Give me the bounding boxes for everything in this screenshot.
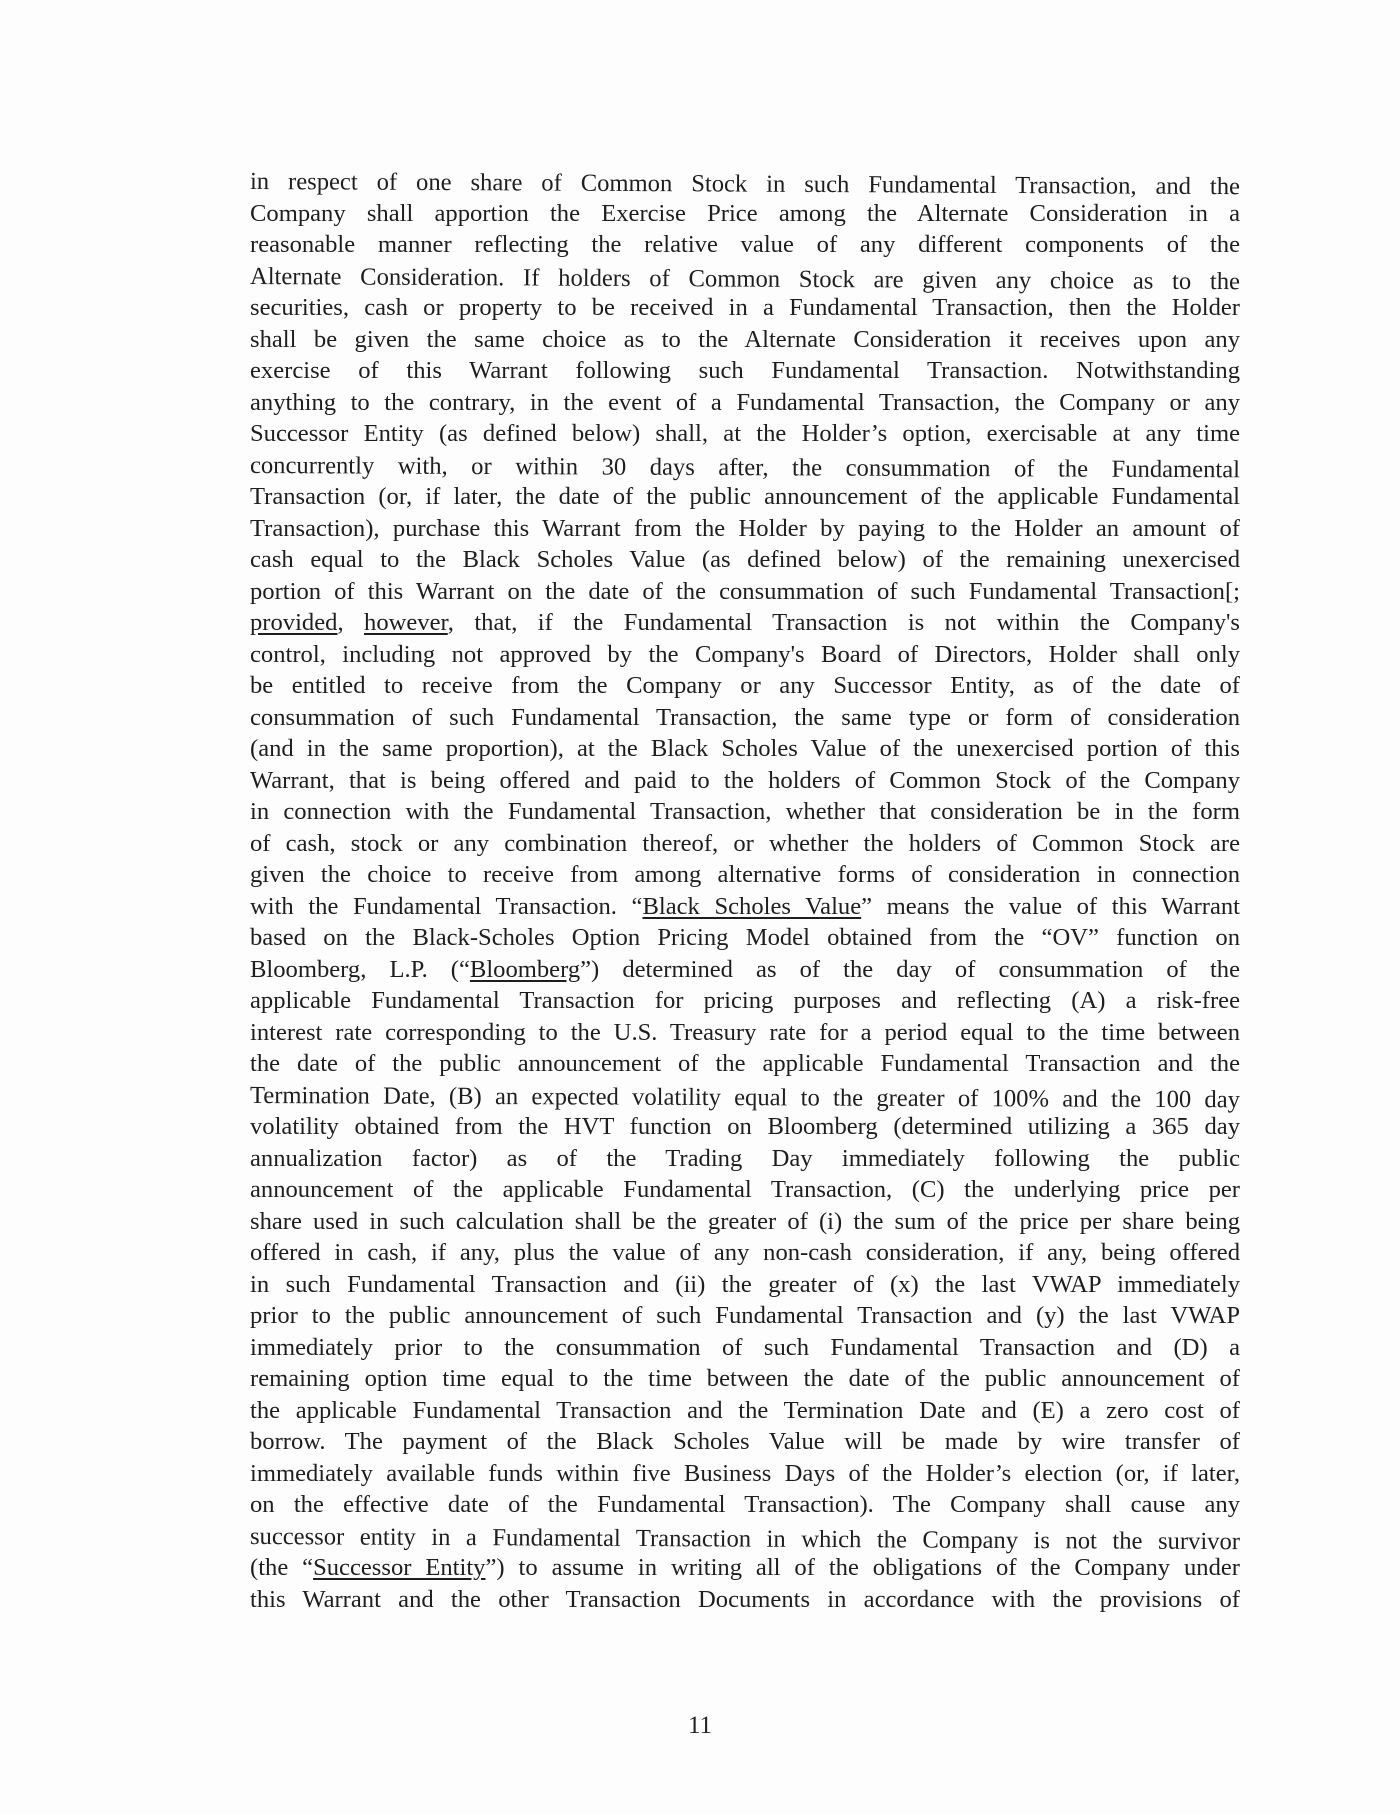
text-line: Transaction), purchase this Warrant from the Holder by paying to the Holder an amount of	[250, 514, 1240, 542]
text-line: control, including not approved by the Company's Board of Directors, Holder shall only	[250, 640, 1240, 668]
provided-term: provided	[250, 609, 338, 636]
text-line: announcement of the applicable Fundamental Transaction, (C) the underlying price per	[250, 1176, 1240, 1203]
text-line: securities, cash or property to be received in a Fundamental Transaction, then the Holder	[250, 294, 1240, 321]
text-line: volatility obtained from the HVT function on Bloomberg (determined utilizing a 365 day	[250, 1113, 1240, 1140]
text-line: portion of this Warrant on the date of the consummation of such Fundamental Transaction[;	[250, 577, 1240, 605]
text-line: Alternate Consideration. If holders of Common Stock are given any choice as to the	[249, 262, 1241, 295]
page-number: 11	[687, 1712, 713, 1739]
text-line: cash equal to the Black Scholes Value (as defined below) of the remaining unexercised	[250, 546, 1240, 573]
text-line: borrow. The payment of the Black Scholes Value will be made by wire transfer of	[250, 1428, 1240, 1455]
text-line: remaining option time equal to the time between the date of the public announcement of	[250, 1365, 1240, 1392]
successor-entity-term: Successor Entity	[313, 1554, 486, 1581]
text-line: offered in cash, if any, plus the value of any non-cash consideration, if any, being offered	[250, 1239, 1240, 1266]
line-start: (the “	[250, 1554, 314, 1581]
line-rest: , that, if the Fundamental Transaction is not within the Company's	[447, 609, 1240, 636]
text-line: consummation of such Fundamental Transaction, the same type or form of consideration	[250, 703, 1240, 731]
text-line: in respect of one share of Common Stock in such Fundamental Transaction, and the	[249, 168, 1241, 201]
text-line: immediately prior to the consummation of such Fundamental Transaction and (D) a	[250, 1333, 1240, 1361]
line-start: Bloomberg, L.P. (“	[250, 955, 470, 983]
text-line: Successor Entity (as defined below) shall, at the Holder’s option, exercisable at any time	[250, 420, 1240, 447]
line-rest: ”) determined as of the day of consummation of the	[580, 955, 1240, 983]
text-line: Transaction (or, if later, the date of the public announcement of the applicable Fundamental	[250, 483, 1240, 510]
text-line: prior to the public announcement of such Fundamental Transaction and (y) the last VWAP	[250, 1302, 1240, 1329]
text-line: share used in such calculation shall be the greater of (i) the sum of the price per share being	[250, 1207, 1240, 1235]
text-line: reasonable manner reflecting the relative value of any different components of the	[250, 231, 1240, 258]
text-line: in such Fundamental Transaction and (ii) the greater of (x) the last VWAP immediately	[250, 1270, 1240, 1298]
text-line: Termination Date, (B) an expected volatility equal to the greater of 100% and the 100 day	[249, 1081, 1241, 1113]
text-line: based on the Black-Scholes Option Pricing Model obtained from the “OV” function on	[250, 924, 1240, 951]
text-line: anything to the contrary, in the event of a Fundamental Transaction, the Company or any	[250, 388, 1240, 416]
text-line: immediately available funds within five Business Days of the Holder’s election (or, if later,	[250, 1459, 1240, 1487]
black-scholes-value-term: Black Scholes Value	[642, 892, 862, 920]
text-line: annualization factor) as of the Trading Day immediately following the public	[250, 1144, 1240, 1172]
line-start: with the Fundamental Transaction. “	[250, 892, 643, 920]
text-line: interest rate corresponding to the U.S. Treasury rate for a period equal to the time between	[250, 1018, 1240, 1046]
text-line: successor entity in a Fundamental Transaction in which the Company is not the survivor	[249, 1522, 1241, 1555]
body-text	[250, 166, 1240, 1615]
line-rest: ”) to assume in writing all of the obligations of the Company under	[485, 1554, 1240, 1581]
text-line: in connection with the Fundamental Transaction, whether that consideration be in the form	[250, 798, 1240, 825]
text-line: of cash, stock or any combination thereof, or whether the holders of Common Stock are	[250, 829, 1240, 857]
text-line: be entitled to receive from the Company or any Successor Entity, as of the date of	[250, 672, 1240, 699]
text-line-provided	[250, 607, 1240, 639]
text-line-black-scholes-definition	[250, 891, 1240, 923]
line-rest: ” means the value of this Warrant	[861, 892, 1240, 920]
text-line: given the choice to receive from among alternative forms of consideration in connection	[250, 861, 1240, 888]
text-line: exercise of this Warrant following such Fundamental Transaction. Notwithstanding	[250, 357, 1240, 384]
text-line: concurrently with, or within 30 days after, the consummation of the Fundamental	[249, 451, 1241, 483]
text-line: applicable Fundamental Transaction for pricing purposes and reflecting (A) a risk-free	[250, 987, 1240, 1014]
text-line-bloomberg-definition	[250, 954, 1240, 986]
text-line: this Warrant and the other Transaction Documents in accordance with the provisions of	[250, 1585, 1240, 1613]
text-line: on the effective date of the Fundamental Transaction). The Company shall cause any	[250, 1491, 1240, 1518]
text-line: shall be given the same choice as to the Alternate Consideration it receives upon any	[250, 325, 1240, 353]
bloomberg-term: Bloomberg	[469, 955, 581, 983]
text-line: the date of the public announcement of the applicable Fundamental Transaction and the	[250, 1050, 1240, 1077]
however-term: however	[364, 609, 448, 636]
text-line: Company shall apportion the Exercise Price among the Alternate Consideration in a	[250, 199, 1240, 227]
text-line: the applicable Fundamental Transaction and the Termination Date and (E) a zero cost of	[250, 1396, 1240, 1424]
text-line: Warrant, that is being offered and paid to the holders of Common Stock of the Company	[250, 766, 1240, 794]
separator: ,	[337, 609, 365, 636]
text-line: (and in the same proportion), at the Black Scholes Value of the unexercised portion of this	[250, 735, 1240, 762]
